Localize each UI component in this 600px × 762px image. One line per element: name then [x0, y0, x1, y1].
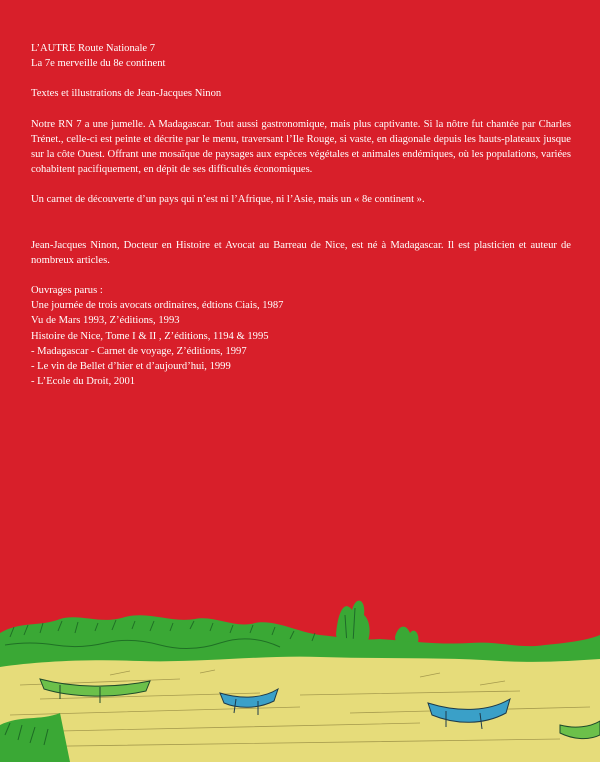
- works-item: - Le vin de Bellet d’hier et d’aujourd’hui, 1999: [31, 361, 231, 373]
- credit-line: Textes et illustrations de Jean-Jacques Ninon: [31, 88, 222, 100]
- works-item: Une journée de trois avocats ordinaires, édtions Ciais, 1987: [31, 300, 284, 312]
- works-item: Vu de Mars 1993, Z’éditions, 1993: [31, 315, 180, 327]
- back-cover-text: [31, 41, 571, 389]
- works-item: Histoire de Nice, Tome I & II , Z’éditions, 1194 & 1995: [31, 330, 269, 342]
- book-subtitle: La 7e merveille du 8e continent: [31, 58, 166, 70]
- author-bio: Jean-Jacques Ninon, Docteur en Histoire et Avocat au Barreau de Nice, est né à Madagascar. Il est plasticien et auteur de nombreux articles.: [31, 239, 571, 266]
- works-item: - Madagascar - Carnet de voyage, Z’éditions, 1997: [31, 345, 247, 357]
- book-tagline: Un carnet de découverte d’un pays qui n’est ni l’Afrique, ni l’Asie, mais un « 8e continent ».: [31, 194, 425, 206]
- works-item: - L’Ecole du Droit, 2001: [31, 376, 136, 388]
- works-heading: Ouvrages parus :: [31, 285, 103, 297]
- book-description: Notre RN 7 a une jumelle. A Madagascar. Tout aussi gastronomique, mais plus captivante. Si la nôtre fut chantée par Charles Trénet., celle-ci est peinte et décrite par le menu, traversant l’Ile Rouge, si vaste, en diagonale depuis les hauts-plateaux jusque sur la côte Ouest. Offrant une mosaïque de paysages aux espèces végétales et animales endémiques, où les populations, variées cohabitent pacifiquement, en dépit de ses difficultés économiques.: [31, 118, 571, 176]
- series-title: L’AUTRE Route Nationale 7: [31, 43, 156, 54]
- beach-boats-illustration: [0, 575, 600, 762]
